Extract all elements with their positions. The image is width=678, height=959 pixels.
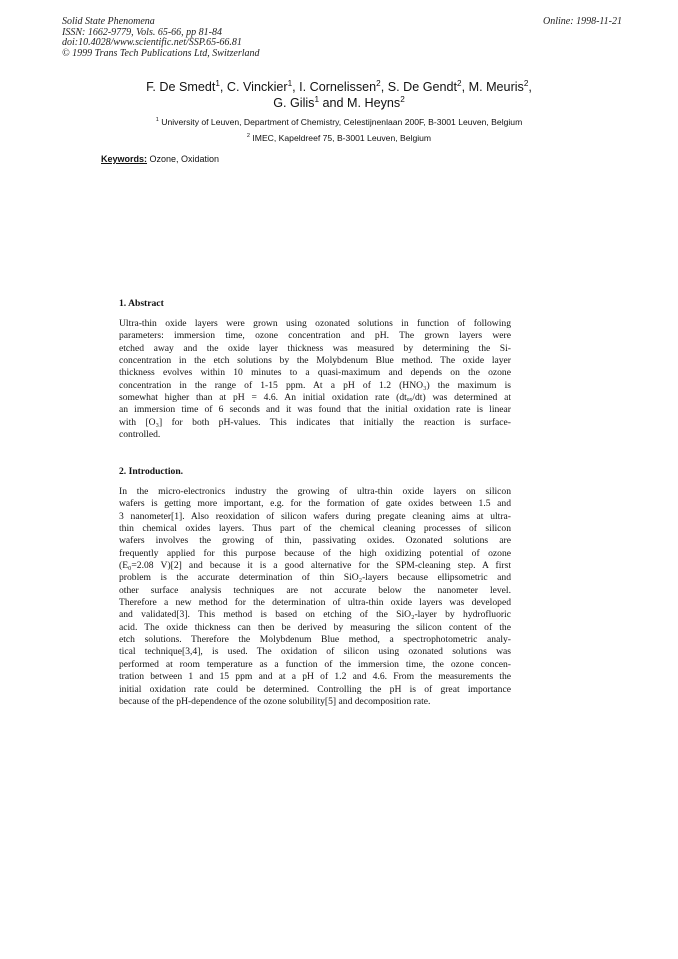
journal-name: Solid State Phenomena xyxy=(62,16,155,27)
issn-line: ISSN: 1662-9779, Vols. 65-66, pp 81-84 xyxy=(62,26,222,38)
author-name: , C. Vinckier xyxy=(219,80,288,94)
text-line: Ultra-thin oxide layers were grown using ozonated solutions in function of following xyxy=(119,318,511,329)
text-line: and validated[3]. This method is based on etching of the SiO₂-layer by hydrofluoric xyxy=(119,609,511,621)
online-date: Online: 1998-11-21 xyxy=(543,16,622,27)
abstract-heading xyxy=(119,293,511,311)
introduction-heading xyxy=(119,461,511,479)
text-line: other surface analysis techniques are not accurate below the nanometer level. xyxy=(119,584,511,596)
affiliation-text: University of Leuven, Department of Chemistry, Celestijnenlaan 200F, B-3001 Leuven, Belgium xyxy=(158,117,523,127)
text-line: with [O₃] for both pH-values. This indicates that initially the reaction is surface- xyxy=(119,416,511,428)
journal-header xyxy=(62,17,260,59)
text-line: problem is the accurate determination of thin SiO₂-layers because ellipsometric and xyxy=(119,572,511,584)
affiliation-1 xyxy=(60,117,618,128)
text-line: tration between 1 and 15 ppm and at a pH of 1.2 and 4.6. From the measurements the xyxy=(119,671,511,683)
text-line: (E₀=2.08 V)[2] and because it is a good alternative for the SPM-cleaning step. A first xyxy=(119,560,511,572)
text-line: acid. The oxide thickness can then be derived by measuring the silicon content of the xyxy=(119,621,511,633)
author-name: G. Gilis xyxy=(273,96,315,110)
author-name: , M. Meuris xyxy=(461,80,524,94)
section-heading: 2. Introduction. xyxy=(119,466,184,477)
affiliation-text: IMEC, Kapeldreef 75, B-3001 Leuven, Belgium xyxy=(250,133,432,143)
copyright-line: © 1999 Trans Tech Publications Ltd, Switzerland xyxy=(62,47,260,59)
text-line: an immersion time of 6 seconds and it was found that the initial oxidation rate is linear xyxy=(119,404,511,416)
text-line: concentration in the etch solutions by the Molybdenum Blue method. The oxide layer xyxy=(119,355,511,367)
text-line: thin chemical oxides layers. Thus part of the chemical cleaning processes of silicon xyxy=(119,523,511,535)
text-line: because of the pH-dependence of the ozone solubility[5] and decomposition rate. xyxy=(119,695,431,707)
text-line: wafers is getting more important, e.g. for the formation of gate oxides between 1.5 and xyxy=(119,498,511,510)
text-line: 3 nanometer[1]. Also reoxidation of silicon wafers during pregate cleaning aims at ultra- xyxy=(119,510,511,522)
affiliation-marker: 2 xyxy=(246,133,251,140)
author-name: , I. Cornelissen xyxy=(292,80,377,94)
text-line: tical technique[3,4], is used. The oxidation of silicon using ozonated solutions was xyxy=(119,646,511,658)
author-affil-marker: 1 xyxy=(314,94,320,104)
author-affil-marker: 2 xyxy=(400,94,405,104)
author-affil-marker: 2 xyxy=(523,78,529,88)
affiliation-2 xyxy=(60,133,618,144)
author-name: F. De Smedt xyxy=(146,80,216,94)
text-line: concentration in the range of 1-15 ppm. At a pH of 1.2 (HNO₃) the maximum is xyxy=(119,379,511,391)
text-line: somewhat higher than at pH = 4.6. An initial oxidation rate (dtₒₓ/dt) was determined at xyxy=(119,392,511,404)
affiliation-marker: 1 xyxy=(155,117,159,124)
text-line: initial oxidation rate could be determined. Controlling the pH is of great importance xyxy=(119,683,511,695)
author-affil-marker: 1 xyxy=(215,78,220,88)
author-list xyxy=(60,79,618,111)
introduction-paragraph xyxy=(119,486,511,708)
abstract-body xyxy=(119,318,511,441)
text-line: thickness evolves within 10 minutes to a quasi-maximum and depends on the ozone xyxy=(119,367,511,379)
doi-line[interactable]: doi:10.4028/www.scientific.net/SSP.65-66.81 xyxy=(62,37,242,48)
text-line: performed at room temperature as a function of the immersion time, the ozone concen- xyxy=(119,658,511,670)
author-affil-marker: 1 xyxy=(287,78,293,88)
section-heading: 1. Abstract xyxy=(119,298,164,309)
text-line: parameters: immersion time, ozone concentration and pH. The grown layers were xyxy=(119,330,511,342)
text-line: frequently applied for this purpose because of the high oxidizing potential of ozone xyxy=(119,547,511,559)
keywords xyxy=(101,154,219,164)
author-separator: , xyxy=(528,80,532,94)
text-line: In the micro-electronics industry the growing of ultra-thin oxide layers on silicon xyxy=(119,486,511,497)
text-line: Therefore a new method for the determination of ultra-thin oxide layers was developed xyxy=(119,597,511,609)
keywords-value: Ozone, Oxidation xyxy=(147,154,220,164)
author-name: , S. De Gendt xyxy=(380,80,458,94)
abstract-paragraph xyxy=(119,318,511,441)
text-line: controlled. xyxy=(119,429,161,441)
text-line: etched away and the oxide layer thickness was measured by determining the Si- xyxy=(119,342,511,354)
introduction-body xyxy=(119,486,511,708)
author-name: and M. Heyns xyxy=(319,96,401,110)
text-line: etch solutions. Therefore the Molybdenum Blue method, a spectrophotometric analy- xyxy=(119,634,511,646)
text-line: wafers involves the growing of thin, passivating oxides. Ozonated solutions are xyxy=(119,535,511,547)
author-affil-marker: 2 xyxy=(376,78,381,88)
keywords-label: Keywords: xyxy=(101,154,148,164)
author-affil-marker: 2 xyxy=(457,78,462,88)
